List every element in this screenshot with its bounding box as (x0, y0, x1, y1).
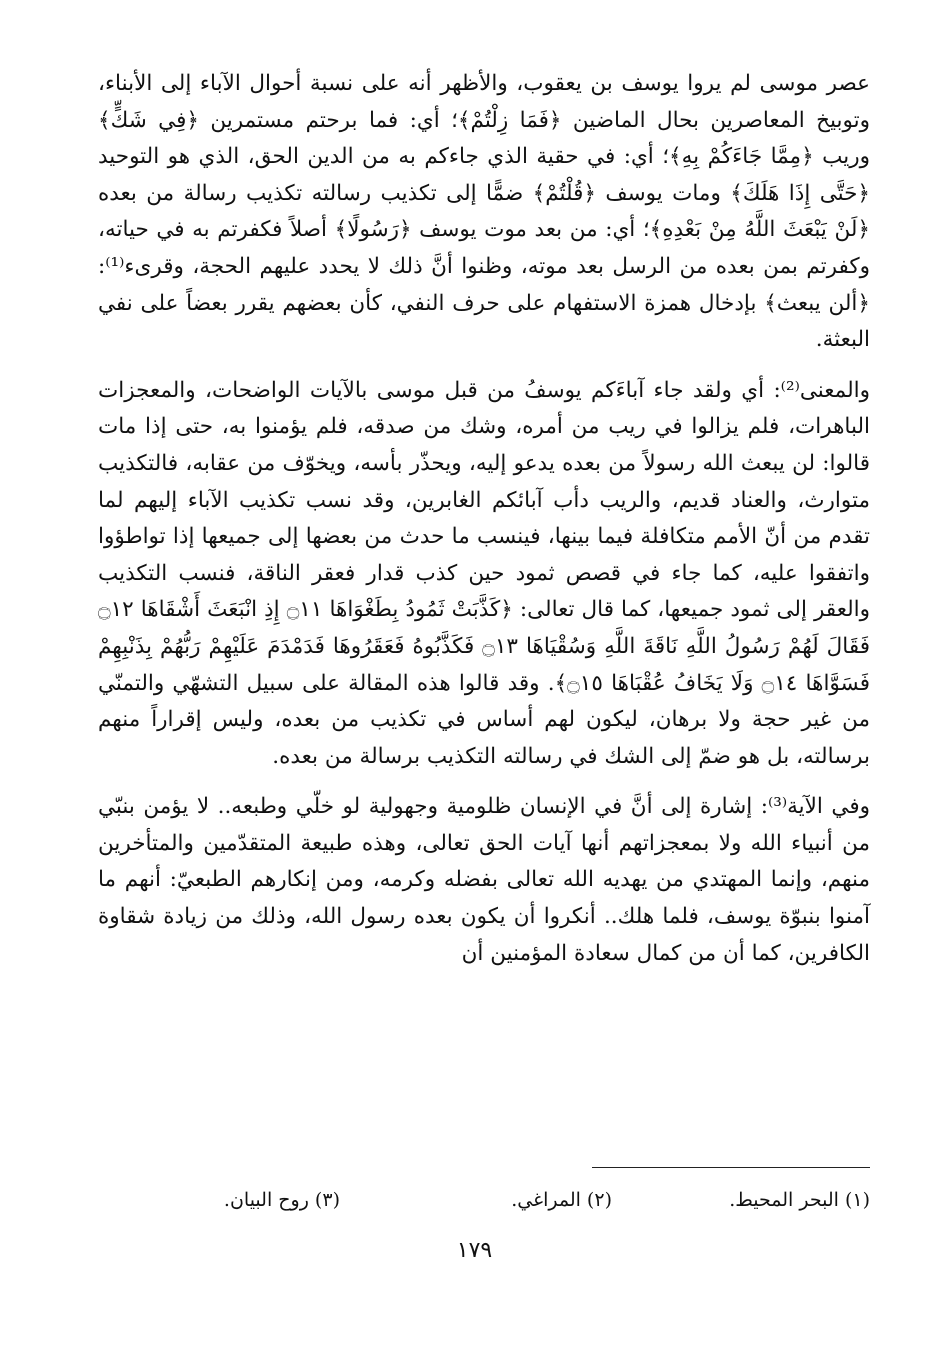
page-number: ١٧٩ (456, 1238, 493, 1263)
paragraph-3: وفي الآية⁽³⁾: إشارة إلى أنَّ في الإنسان ظلومية وجهولية لو خلّي وطبعه.. لا يؤمن بنبّي من أنبياء الله ولا بمعجزاتهم أنها آيات الحق تعالى، وهذه طبيعة المتقدّمين والمتأخرين منهم، وإنما المهتدي من يهديه الله تعالى بفضله وكرمه، ومن إنكارهم الطبعيّ: أنهم ما آمنوا بنبوّة يوسف، فلما هلك.. أنكروا أن يكون بعده رسول الله، وذلك من زيادة شقاوة الكافرين، كما أن من كمال سعادة المؤمنين أن (98, 794, 870, 966)
footnote-1: (١) البحر المحيط. (729, 1189, 870, 1211)
main-text (98, 66, 870, 972)
paragraph-1: عصر موسى لم يروا يوسف بن يعقوب، والأظهر أنه على نسبة أحوال الآباء إلى الأبناء، وتوبيخ المعاصرين بحال الماضين ﴿فَمَا زِلْتُمْ﴾؛ أي: فما برحتم مستمرين ﴿فِي شَكٍّ﴾ وريب ﴿مِمَّا جَاءَكُمْ بِهِ﴾؛ أي: في حقية الذي جاءكم به من الدين الحق، الذي هو التوحيد ﴿حَتَّى إِذَا هَلَكَ﴾ ومات يوسف ﴿قُلْتُمْ﴾ ضمًّا إلى تكذيب رسالته تكذيب رسالة من بعده ﴿لَنْ يَبْعَثَ اللَّهُ مِنْ بَعْدِهِ﴾؛ أي: من بعد موت يوسف ﴿رَسُولًا﴾ أصلاً فكفرتم به في حياته، وكفرتم بمن بعده من الرسل بعد موته، وظنوا أنَّ ذلك لا يحدد عليهم الحجة، وقرىء⁽¹⁾: ﴿ألن يبعث﴾ بإدخال همزة الاستفهام على حرف النفي، كأن بعضهم يقرر بعضاً على نفي البعثة. (98, 71, 871, 353)
footnote-separator (592, 1167, 870, 1168)
footnote-3: (٣) روح البيان. (223, 1189, 340, 1211)
paragraph-2: والمعنى⁽²⁾: أي ولقد جاء آباءَكم يوسفُ من قبل موسى بالآيات الواضحات، والمعجزات الباهرات، فلم يزالوا في ريب من أمره، وشك من صدقه، فلم يؤمنوا به، حتى إذا مات قالوا: لن يبعث الله رسولاً من بعده يدعو إليه، ويحذّر بأسه، ويخوّف من عقابه، فالتكذيب متوارث، والعناد قديم، والريب دأب آبائكم الغابرين، وقد نسب تكذيب الآباء إليهم لما تقدم من أنّ الأمم متكافلة فيما بينها، فينسب ما حدث من بعضها إلى جميعها إذا تواطؤوا واتفقوا عليه، كما جاء في قصص ثمود حين كذب قدار فعقر الناقة، فنسب التكذيب والعقر إلى ثمود جميعها، كما قال تعالى: ﴿كَذَّبَتْ ثَمُودُ بِطَغْوَاهَا ۝١١ إِذِ انْبَعَثَ أَشْقَاهَا ۝١٢ فَقَالَ لَهُمْ رَسُولُ اللَّهِ نَاقَةَ اللَّهِ وَسُقْيَاهَا ۝١٣ فَكَذَّبُوهُ فَعَقَرُوهَا فَدَمْدَمَ عَلَيْهِمْ رَبُّهُمْ بِذَنْبِهِمْ فَسَوَّاهَا ۝١٤ وَلَا يَخَافُ عُقْبَاهَا ۝١٥﴾. وقد قالوا هذه المقالة على سبيل التشهّي والتمنّي من غير حجة ولا برهان، ليكون لهم أساس في تكذيب من بعده، وليس إقراراً منهم برسالته، بل هو ضمّ إلى الشك في رسالته التكذيب برسالة من بعده. (98, 377, 871, 769)
footnote-2: (٢) المراغي. (511, 1189, 612, 1211)
footnotes (98, 1182, 870, 1218)
